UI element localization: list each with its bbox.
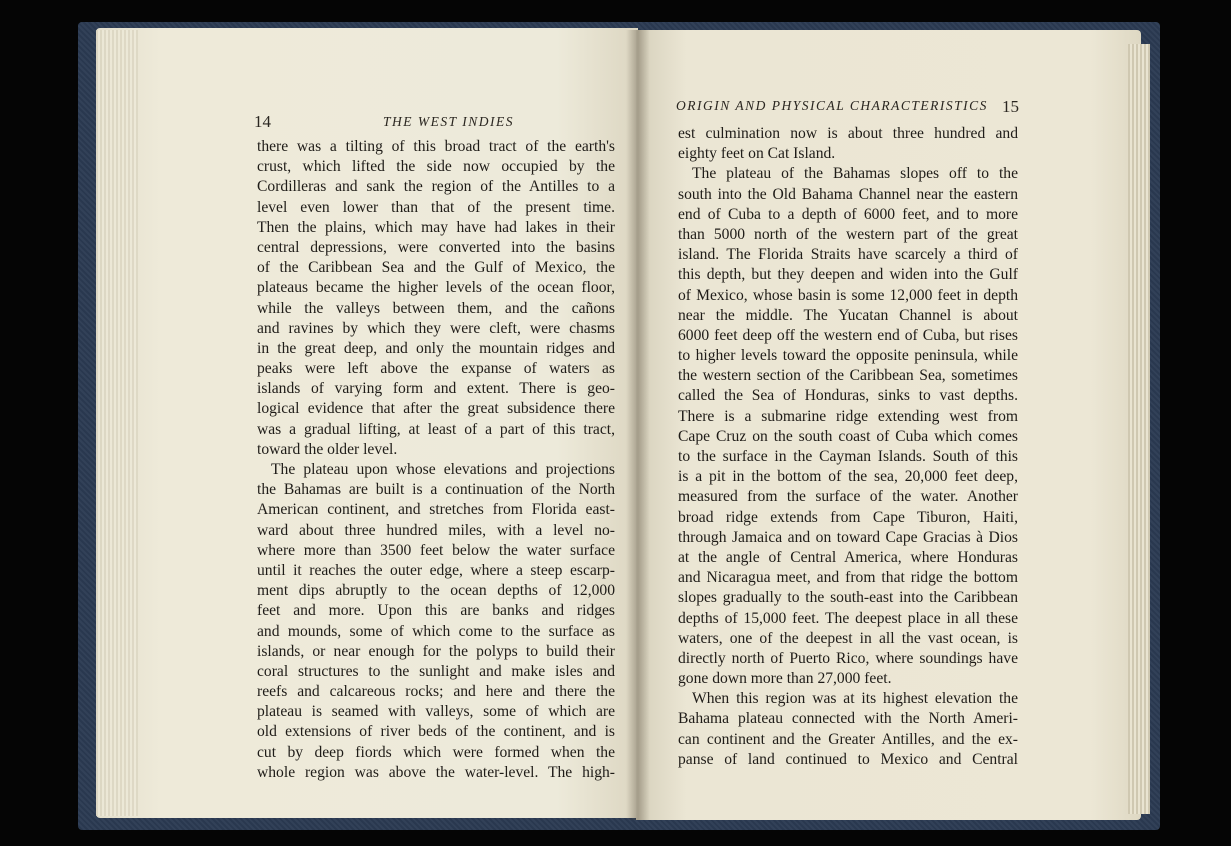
text-line: where more than 3500 feet below the water surface — [257, 541, 615, 559]
text-line: called the Sea of Honduras, sinks to vast depths. — [678, 387, 1018, 405]
text-line: islands, or near enough for the polyps to build their — [257, 642, 615, 660]
text-line: ment dips abruptly to the ocean depths of 12,000 — [257, 582, 615, 600]
text-line: of the Caribbean Sea and the Gulf of Mexico, the — [257, 259, 615, 277]
text-line: of Mexico, whose basin is some 12,000 feet in depth — [678, 286, 1018, 304]
text-line: broad ridge extends from Cape Tiburon, Haiti, — [678, 508, 1018, 526]
text-line: eighty feet on Cat Island. — [678, 145, 836, 163]
right-running-head: ORIGIN AND PHYSICAL CHARACTERISTICS — [676, 98, 988, 113]
right-page-text — [678, 124, 1018, 770]
text-line: old extensions of river beds of the continent, and is — [257, 723, 615, 741]
text-line: while the valleys between them, and the cañons — [257, 299, 615, 317]
text-line: through Jamaica and on toward Cape Gracias à Dios — [678, 528, 1018, 546]
text-line: Cape Cruz on the south coast of Cuba which comes — [678, 427, 1018, 445]
text-line: American continent, and stretches from Florida east- — [257, 501, 615, 519]
text-line: Then the plains, which may have had lakes in their — [257, 218, 615, 236]
text-line: waters, one of the deepest in all the vast ocean, is — [678, 629, 1018, 647]
text-line: and ravines by which they were cleft, were chasms — [257, 319, 615, 337]
left-page-edges — [96, 30, 138, 816]
text-line: est culmination now is about three hundred and — [678, 125, 1018, 142]
text-line: south into the Old Bahama Channel near the eastern — [678, 185, 1018, 203]
text-line: was a gradual lifting, at least of a part of this tract, — [257, 420, 615, 438]
text-line: islands of varying form and extent. There is geo- — [257, 380, 615, 398]
text-line: than 5000 north of the western part of the great — [678, 225, 1018, 243]
text-line: The plateau upon whose elevations and projections — [271, 461, 615, 478]
text-line: this depth, but they deepen and widen into the Gulf — [678, 266, 1018, 284]
text-line: cut by deep fiords which were formed when the — [257, 743, 615, 761]
text-line: When this region was at its highest elevation the — [692, 690, 1018, 708]
text-line: and mounds, some of which come to the surface as — [257, 622, 615, 640]
text-line: There is a submarine ridge extending west from — [678, 407, 1018, 425]
book-gutter — [626, 30, 650, 820]
text-line: there was a tilting of this broad tract of the earth's — [257, 138, 615, 155]
left-page-text — [257, 137, 615, 783]
text-line: gone down more than 27,000 feet. — [678, 670, 892, 688]
text-line: is a pit in the bottom of the sea, 20,000 feet deep, — [678, 468, 1018, 486]
text-line: coral structures to the sunlight and make isles and — [257, 662, 615, 680]
text-line: panse of land continued to Mexico and Central — [678, 750, 1018, 768]
text-line: crust, which lifted the side now occupied by the — [257, 158, 615, 176]
right-page-number: 15 — [1002, 97, 1019, 116]
text-line: ward about three hundred miles, with a level no- — [257, 521, 615, 539]
text-line: depths of 15,000 feet. The deepest place in all these — [678, 609, 1018, 627]
text-line: toward the older level. — [257, 440, 398, 458]
text-line: central depressions, were converted into the basins — [257, 238, 615, 256]
left-running-head: THE WEST INDIES — [383, 114, 515, 129]
text-line: plateaus became the higher levels of the ocean floor, — [257, 279, 615, 297]
text-line: in the great deep, and only the mountain ridges and — [257, 339, 615, 357]
text-line: to the surface in the Cayman Islands. South of this — [678, 448, 1018, 465]
text-line: end of Cuba to a depth of 6000 feet, and to more — [678, 205, 1018, 223]
text-line: island. The Florida Straits have scarcely a third of — [678, 246, 1018, 264]
left-page-number: 14 — [254, 112, 271, 131]
text-line: The plateau of the Bahamas slopes off to the — [692, 165, 1018, 183]
text-line: the western section of the Caribbean Sea, sometimes — [678, 367, 1018, 385]
text-line: can continent and the Greater Antilles, and the ex- — [678, 730, 1018, 748]
text-line: until it reaches the outer edge, where a steep escarp- — [257, 561, 615, 579]
text-line: logical evidence that after the great subsidence there — [257, 400, 615, 418]
text-line: reefs and calcareous rocks; and here and there the — [257, 683, 615, 701]
text-line: Cordilleras and sank the region of the Antilles to a — [257, 178, 615, 196]
text-line: Bahama plateau connected with the North Ameri- — [678, 710, 1018, 728]
text-line: level even lower than that of the present time. — [257, 198, 615, 216]
text-line: plateau is seamed with valleys, some of which are — [257, 703, 615, 721]
text-line: peaks were left above the expanse of waters as — [257, 360, 615, 378]
text-line: directly north of Puerto Rico, where soundings have — [678, 649, 1018, 667]
text-line: feet and more. Upon this are banks and ridges — [257, 602, 615, 620]
text-line: and Nicaragua meet, and from that ridge the bottom — [678, 569, 1018, 587]
text-line: 6000 feet deep off the western end of Cuba, but rises — [678, 326, 1018, 344]
right-page-edges — [1128, 44, 1150, 814]
text-line: measured from the surface of the water. Another — [678, 488, 1018, 506]
text-line: slopes gradually to the south-east into the Caribbean — [678, 589, 1018, 607]
text-line: at the angle of Central America, where Honduras — [678, 548, 1018, 566]
text-line: the Bahamas are built is a continuation of the North — [257, 481, 615, 499]
text-line: near the middle. The Yucatan Channel is about — [678, 306, 1018, 324]
text-line: to higher levels toward the opposite peninsula, while — [678, 347, 1018, 365]
text-line: whole region was above the water-level. The high- — [257, 763, 615, 781]
